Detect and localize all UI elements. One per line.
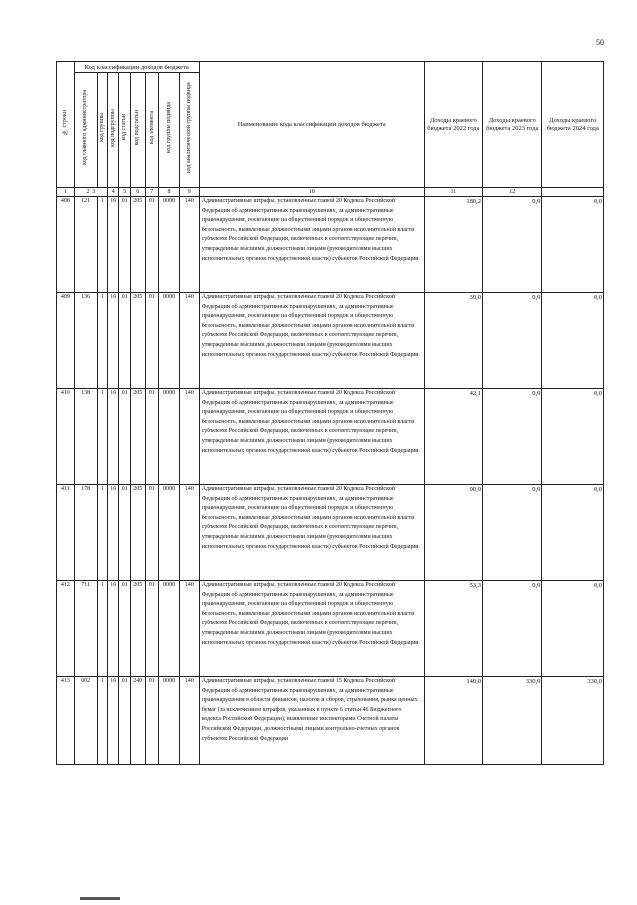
code-cell: 136 [74, 293, 97, 389]
income-value-cell: 180,2 [424, 197, 482, 293]
code-cell: 0000 [159, 581, 180, 677]
code-cell: 240 [130, 677, 145, 765]
code-cell: 1 [97, 293, 107, 389]
code-cell: 01 [119, 293, 130, 389]
code-cell: 16 [108, 293, 119, 389]
income-value-cell: 53,3 [424, 581, 482, 677]
column-number: 9 [179, 188, 199, 197]
income-value-cell: 42,1 [424, 389, 482, 485]
income-name-cell: Административные штрафы, установленные главой 20 Кодекса Российской Федерации об административных правонарушениях, за административные правонарушения, посягающие на общественный порядок и общественную безопасность, выявленные должностными лицами органов исполнительной власти субъектов Российской Федерации, включенных в соответствующие перечни, утвержденные высшими должностными лицами (руководителями высших исполнительных органов государственной власти) субъектов Российской Федерации [199, 389, 424, 485]
code-cell: 1 [97, 197, 107, 293]
code-cell: 1 [97, 581, 107, 677]
income-value-cell: 0,0 [483, 485, 542, 581]
income-value-cell: 0,0 [483, 581, 542, 677]
table-body [57, 188, 604, 765]
income-2024-header: Доходы краевого бюджета 2024 года [542, 62, 604, 188]
code-cell: 205 [130, 197, 145, 293]
income-value-cell: 0,0 [542, 581, 604, 677]
income-name-cell: Административные штрафы, установленные главой 20 Кодекса Российской Федерации об административных правонарушениях, за административные правонарушения, посягающие на общественный порядок и общественную безопасность, выявленные должностными лицами органов исполнительной власти субъектов Российской Федерации, включенных в соответствующие перечни, утвержденные высшими должностными лицами (руководителями высших исполнительных органов государственной власти) субъектов Российской Федерации [199, 485, 424, 581]
code-cell: 16 [108, 677, 119, 765]
income-value-cell: 0,0 [542, 197, 604, 293]
table-row [57, 485, 604, 581]
footer-mark [80, 897, 120, 900]
income-value-cell: 0,0 [542, 485, 604, 581]
code-cell: 711 [74, 581, 97, 677]
code-col-header: код подгруппы [108, 73, 119, 188]
column-number: 1 [57, 188, 75, 197]
row-number-header: № строки [57, 62, 75, 188]
code-cell: 205 [130, 485, 145, 581]
income-value-cell: 0,0 [483, 389, 542, 485]
column-number: 7 [145, 188, 159, 197]
code-cell: 01 [119, 197, 130, 293]
code-col-header: код подстатьи [130, 73, 145, 188]
income-2022-header: Доходы краевого бюджета 2022 года [424, 62, 482, 188]
code-cell: 01 [119, 389, 130, 485]
code-cell: 1 [97, 389, 107, 485]
code-cell: 01 [145, 485, 159, 581]
column-number: 10 [199, 188, 424, 197]
code-cell: 178 [74, 485, 97, 581]
income-value-cell: 90,0 [424, 485, 482, 581]
code-cell: 140 [179, 293, 199, 389]
column-number: 11 [424, 188, 482, 197]
column-number: 2 3 [74, 188, 107, 197]
code-cell: 01 [119, 485, 130, 581]
income-name-cell: Административные штрафы, установленные главой 20 Кодекса Российской Федерации об административных правонарушениях, за административные правонарушения, посягающие на общественный порядок и общественную безопасность, выявленные должностными лицами органов исполнительной власти субъектов Российской Федерации, включенных в соответствующие перечни, утвержденные высшими должностными лицами (руководителями высших исполнительных органов государственной власти) субъектов Российской Федерации [199, 581, 424, 677]
income-2023-header: Доходы краевого бюджета 2023 года [483, 62, 542, 188]
code-cell: 140 [179, 197, 199, 293]
code-cell: 01 [145, 293, 159, 389]
income-name-cell: Административные штрафы, установленные главой 15 Кодекса Российской Федерации об административных правонарушениях, за административные правонарушения в области финансов, налогов и сборов, страхования, рынка ценных бумаг (за исключением штрафов, указанных в пункте 6 статьи 46 Бюджетного кодекса Российской Федерации), выявленные инспекторами Счетной палаты Российской Федерации, должностными лицами контрольно-счетных органов субъектов Российской Федерации [199, 677, 424, 765]
code-cell: 412 [57, 581, 75, 677]
income-value-cell: 330,0 [483, 677, 542, 765]
code-cell: 140 [179, 677, 199, 765]
table-row [57, 293, 604, 389]
code-cell: 16 [108, 485, 119, 581]
code-cell: 408 [57, 197, 75, 293]
code-cell: 140 [179, 389, 199, 485]
code-cell: 411 [57, 485, 75, 581]
column-number: 5 [119, 188, 130, 197]
code-cell: 0000 [159, 677, 180, 765]
column-number: 12 [483, 188, 542, 197]
code-cell: 140 [179, 581, 199, 677]
income-value-cell: 0,0 [483, 197, 542, 293]
code-cell: 0000 [159, 197, 180, 293]
income-value-cell: 30,0 [424, 293, 482, 389]
income-value-cell: 0,0 [542, 389, 604, 485]
code-cell: 01 [145, 677, 159, 765]
code-cell: 205 [130, 293, 145, 389]
income-value-cell: 330,0 [542, 677, 604, 765]
column-number: 6 [130, 188, 145, 197]
code-cell: 002 [74, 677, 97, 765]
code-group-header: Код классификации доходов бюджета [74, 62, 199, 73]
code-cell: 121 [74, 197, 97, 293]
column-number [542, 188, 604, 197]
code-cell: 1 [97, 485, 107, 581]
code-cell: 01 [145, 581, 159, 677]
code-cell: 0000 [159, 485, 180, 581]
income-value-cell: 0,0 [483, 293, 542, 389]
column-number: 4 [108, 188, 119, 197]
code-cell: 01 [119, 677, 130, 765]
income-name-cell: Административные штрафы, установленные главой 20 Кодекса Российской Федерации об административных правонарушениях, за административные правонарушения, посягающие на общественный порядок и общественную безопасность, выявленные должностными лицами органов исполнительной власти субъектов Российской Федерации, включенных в соответствующие перечни, утвержденные высшими должностными лицами (руководителями высших исполнительных органов государственной власти) субъектов Российской Федерации [199, 197, 424, 293]
code-col-header: код элемента [145, 73, 159, 188]
income-value-cell: 0,0 [542, 293, 604, 389]
code-cell: 140 [179, 485, 199, 581]
table-row [57, 389, 604, 485]
name-header: Наименование кода классификации доходов бюджета [199, 62, 424, 188]
income-value-cell: 140,0 [424, 677, 482, 765]
budget-income-table [56, 61, 604, 765]
code-col-header: код главного администратора [74, 73, 97, 188]
code-cell: 0000 [159, 389, 180, 485]
code-cell: 205 [130, 581, 145, 677]
code-cell: 413 [57, 677, 75, 765]
column-number: 8 [159, 188, 180, 197]
code-cell: 409 [57, 293, 75, 389]
code-cell: 410 [57, 389, 75, 485]
code-cell: 01 [145, 197, 159, 293]
code-col-header: код группы подвида [159, 73, 180, 188]
page-number: 50 [596, 38, 604, 47]
code-cell: 01 [145, 389, 159, 485]
code-cell: 205 [130, 389, 145, 485]
code-cell: 1 [97, 677, 107, 765]
code-cell: 16 [108, 581, 119, 677]
code-col-header: код группы [97, 73, 107, 188]
income-name-cell: Административные штрафы, установленные главой 20 Кодекса Российской Федерации об административных правонарушениях, за административные правонарушения, посягающие на общественный порядок и общественную безопасность, выявленные должностными лицами органов исполнительной власти субъектов Российской Федерации, включенных в соответствующие перечни, утвержденные высшими должностными лицами (руководителями высших исполнительных органов государственной власти) субъектов Российской Федерации [199, 293, 424, 389]
code-col-header: код статьи [119, 73, 130, 188]
code-cell: 16 [108, 389, 119, 485]
code-cell: 16 [108, 197, 119, 293]
code-col-header: код аналитической группы подвида [179, 73, 199, 188]
code-cell: 138 [74, 389, 97, 485]
table-row [57, 581, 604, 677]
code-cell: 01 [119, 581, 130, 677]
code-cell: 0000 [159, 293, 180, 389]
column-number-row [57, 188, 604, 197]
table-row [57, 197, 604, 293]
table-row [57, 677, 604, 765]
